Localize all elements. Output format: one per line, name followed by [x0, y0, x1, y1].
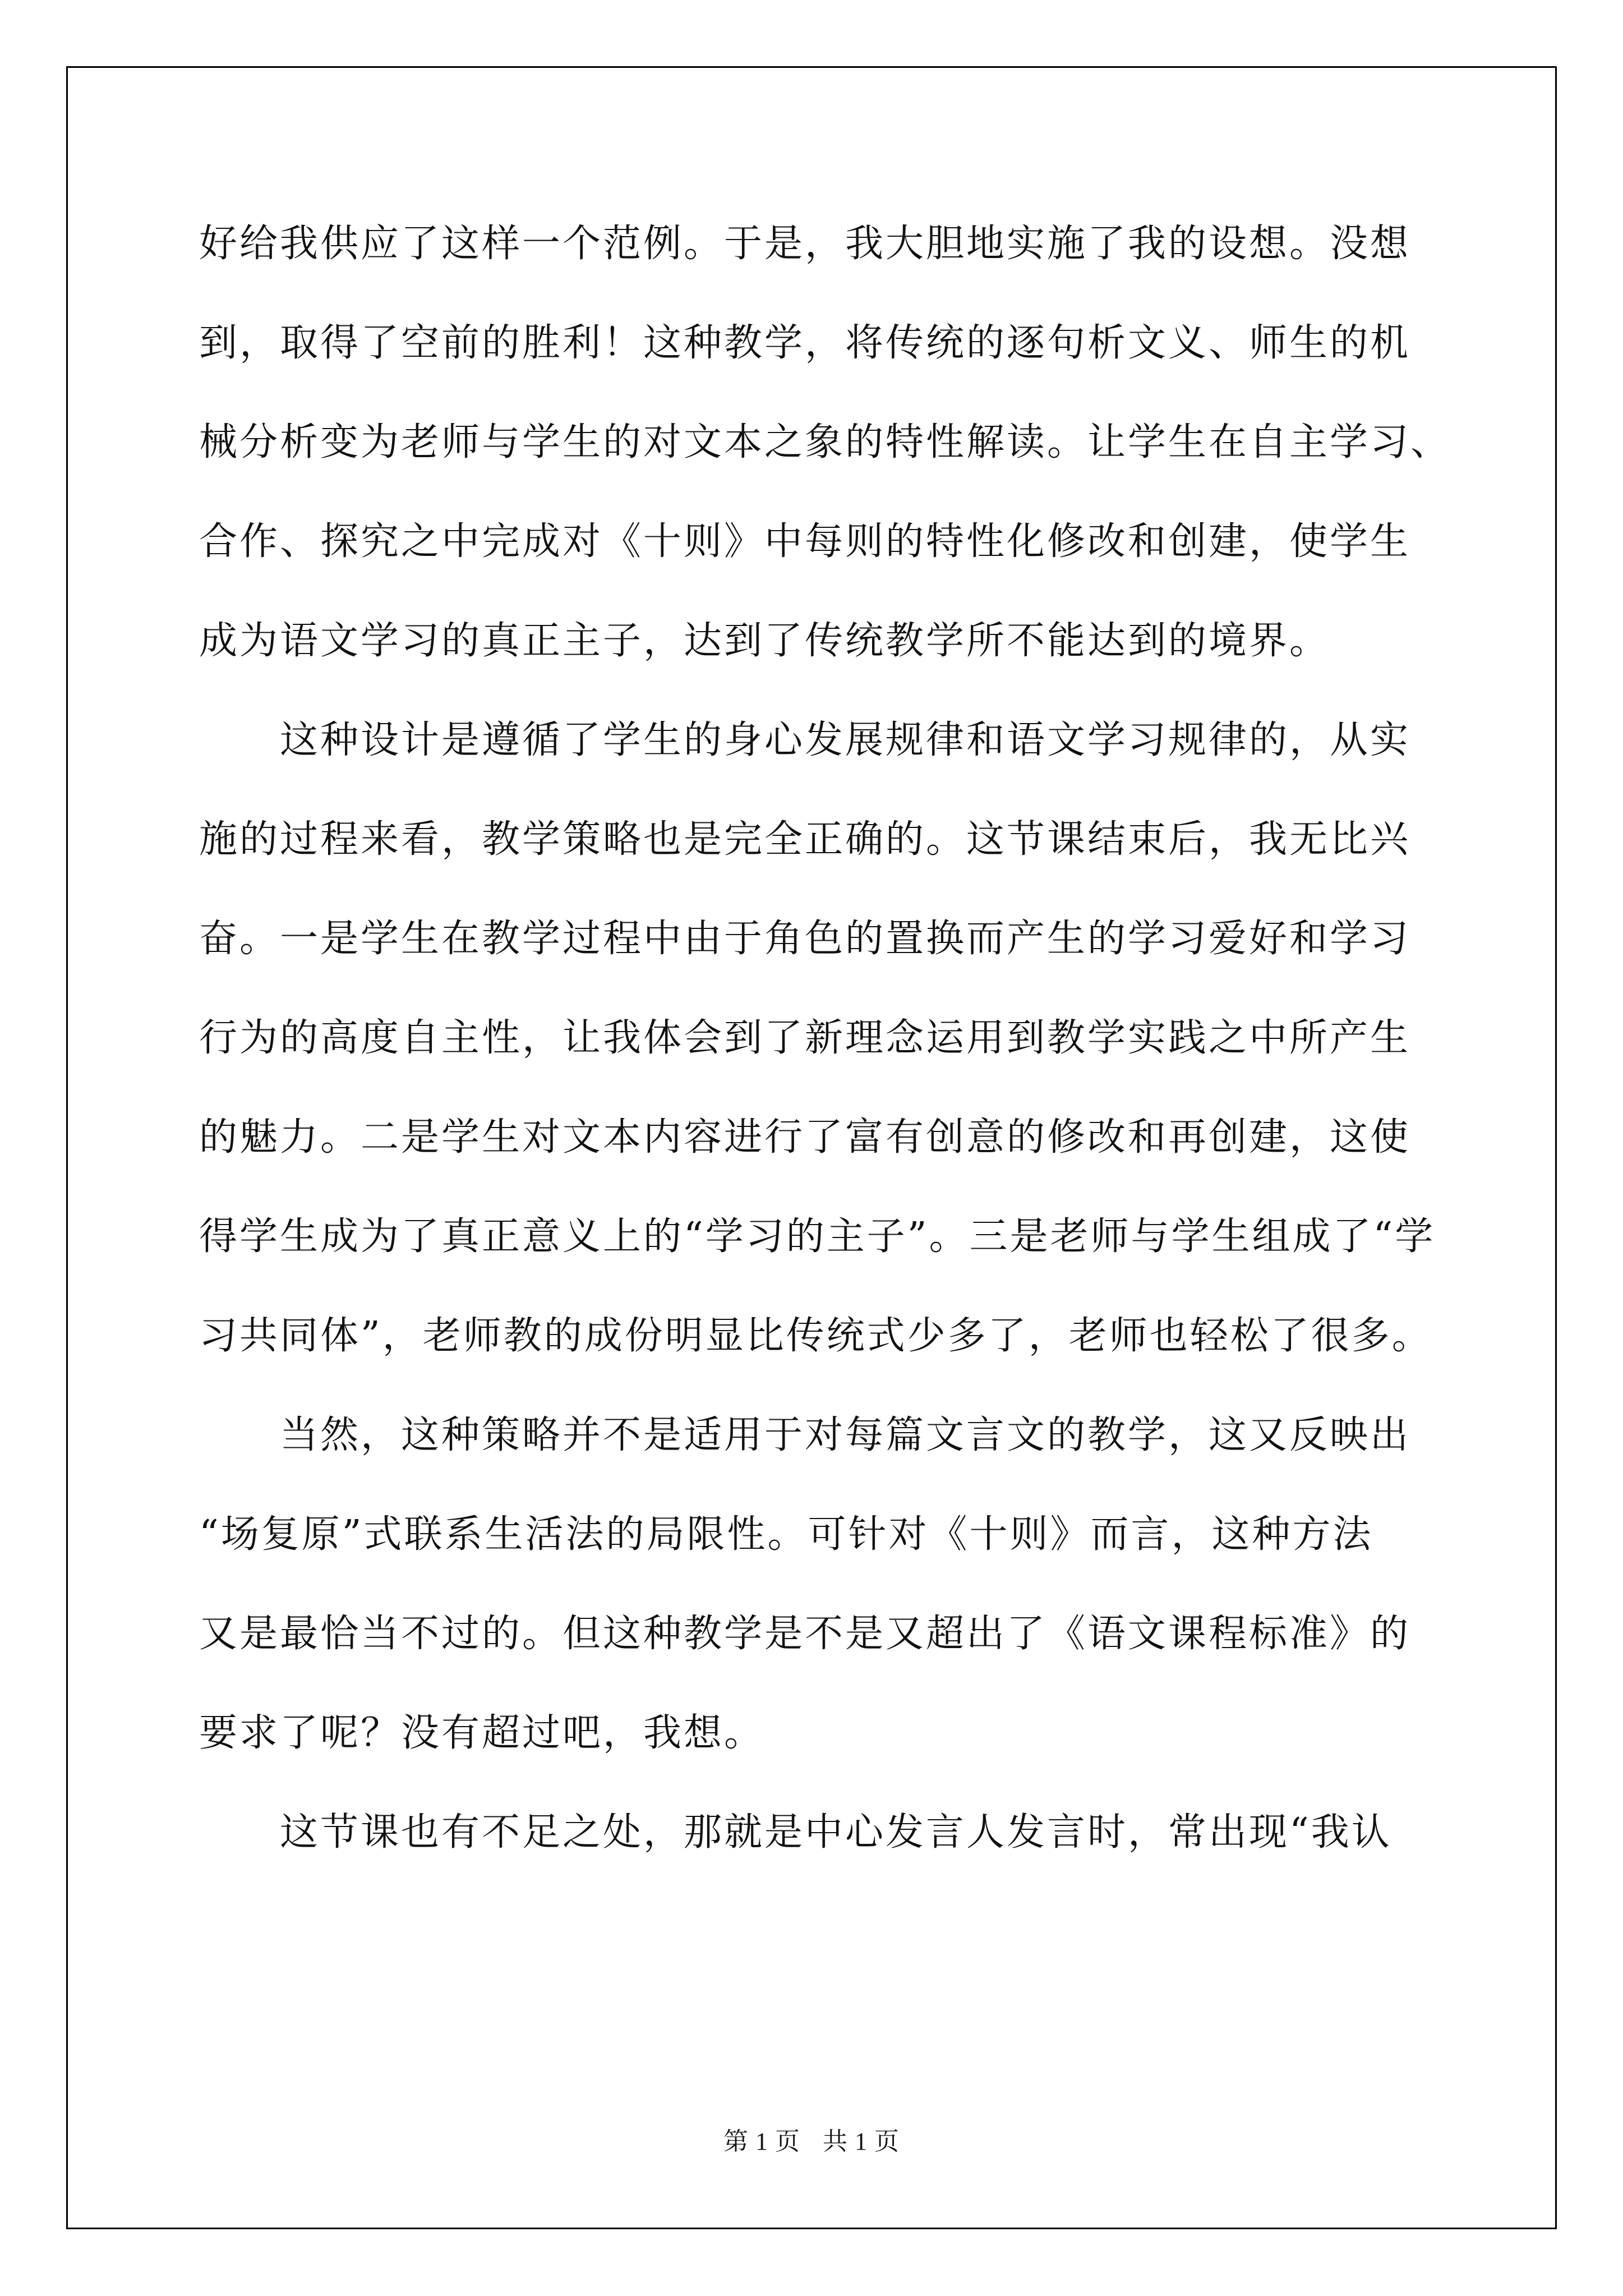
paragraph	[199, 712, 1467, 1407]
paragraph	[199, 1805, 1467, 1904]
text-line: 要求了呢？没有超过吧，我想。	[199, 1711, 765, 1755]
text-line: 这种设计是遵循了学生的身心发展规律和语文学习规律的，从实	[199, 718, 1411, 762]
text-line: 的魅力。二是学生对文本内容进行了富有创意的修改和再创建，这使	[199, 1115, 1411, 1159]
text-line: 行为的高度自主性，让我体会到了新理念运用到教学实践之中所产生	[199, 1016, 1411, 1060]
page-total: 共 1 页	[823, 2128, 900, 2155]
text-line: 械分析变为老师与学生的对文本之象的特性解读。让学生在自主学习、	[199, 420, 1451, 464]
text-line: 成为语文学习的真正主子，达到了传统教学所不能达到的境界。	[199, 619, 1330, 663]
paragraph	[199, 216, 1467, 712]
text-line: 当然，这种策略并不是适用于对每篇文言文的教学，这又反映出	[199, 1413, 1411, 1457]
paragraph	[199, 1407, 1467, 1805]
text-line: 好给我供应了这样一个范例。于是，我大胆地实施了我的设想。没想	[199, 222, 1411, 266]
text-line: 奋。一是学生在教学过程中由于角色的置换而产生的学习爱好和学习	[199, 917, 1411, 961]
page-number: 第 1 页	[723, 2128, 800, 2155]
document-body	[199, 216, 1467, 1904]
text-line: 习共同体”，老师教的成份明显比传统式少多了，老师也轻松了很多。	[199, 1314, 1432, 1358]
text-line: 得学生成为了真正意义上的“学习的主子”。三是老师与学生组成了“学	[199, 1214, 1436, 1259]
text-line: 又是最恰当不过的。但这种教学是不是又超出了《语文课程标准》的	[199, 1612, 1411, 1656]
text-line: 合作、探究之中完成对《十则》中每则的特性化修改和创建，使学生	[199, 519, 1411, 564]
text-line: 这节课也有不足之处，那就是中心发言人发言时，常出现“我认	[199, 1810, 1392, 1855]
text-line: “场复原”式联系生活法的局限性。可针对《十则》而言，这种方法	[199, 1512, 1373, 1557]
text-line: 施的过程来看，教学策略也是完全正确的。这节课结束后，我无比兴	[199, 817, 1411, 862]
page-footer	[0, 2125, 1623, 2159]
text-line: 到，取得了空前的胜利！这种教学，将传统的逐句析文义、师生的机	[199, 321, 1411, 365]
